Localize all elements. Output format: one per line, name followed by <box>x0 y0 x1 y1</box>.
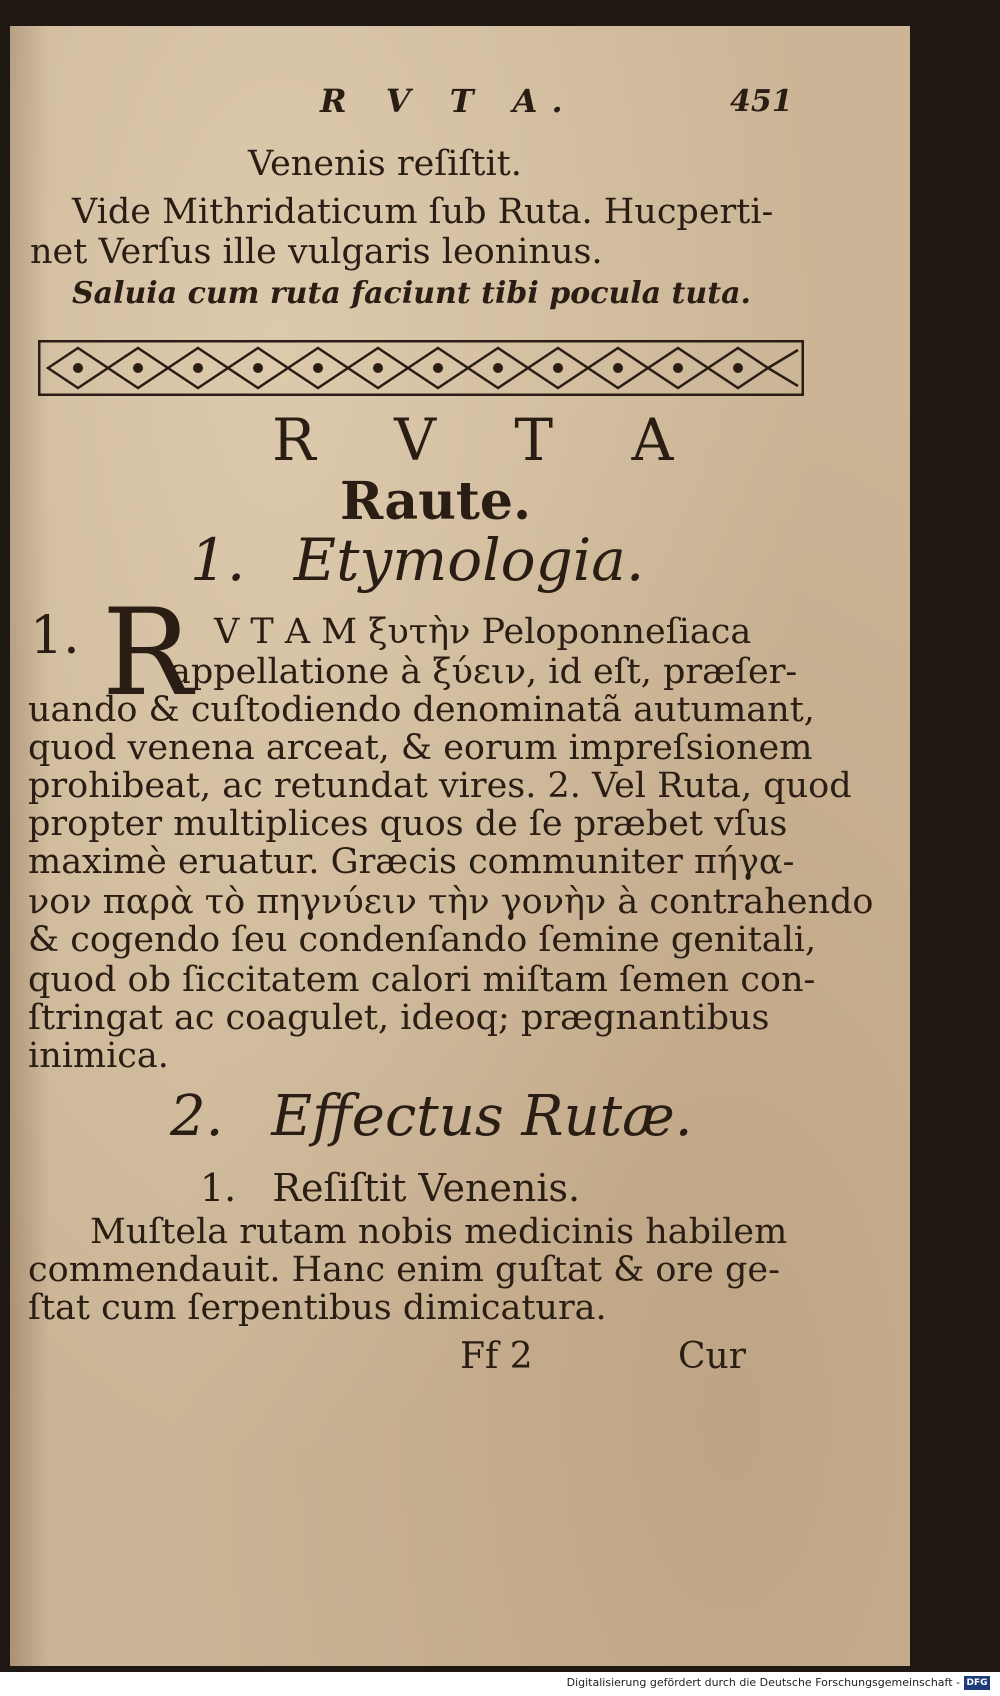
section-title: Etymologia. <box>293 526 645 594</box>
section-heading-etymologia <box>190 526 644 594</box>
chapter-title: R V T A <box>272 406 704 474</box>
section-title: Effectus Rutæ. <box>271 1084 693 1149</box>
text-line: ſtringat ac coagulet, ideoq; prægnantibus <box>28 998 770 1038</box>
text-line: appellatione à ξύειν, id eſt, præſer- <box>170 652 798 692</box>
signature-mark: Ff 2 <box>460 1336 533 1377</box>
verse-line: Saluia cum ruta faciunt tibi pocula tuta. <box>72 276 751 311</box>
chapter-subtitle: Raute. <box>340 471 532 532</box>
text-line: Vide Mithridaticum ſub Ruta. Hucperti- <box>72 192 774 232</box>
text-line: inimica. <box>28 1036 169 1076</box>
section-number: 1. <box>190 526 246 594</box>
text-line: & cogendo ſeu condenſando ſemine genitali, <box>28 920 817 960</box>
subsection-number: 1. <box>200 1166 237 1210</box>
text-line: uando & cuſtodiendo denominatã autumant, <box>28 690 815 730</box>
dfg-logo: DFG <box>964 1676 990 1690</box>
text-line: Muſtela rutam nobis medicinis habilem <box>90 1212 788 1252</box>
section-heading-effectus <box>170 1084 693 1149</box>
text-line: propter multiplices quos de ſe præbet vſus <box>28 804 788 844</box>
top-heading: Venenis reſiſtit. <box>248 144 522 184</box>
dropcap-letter: R <box>102 584 193 723</box>
text-line: νον παρὰ τὸ πηγνύειν τὴν γονὴν à contrahendo <box>28 882 874 922</box>
text-line: quod ob ſiccitatem calori miſtam ſemen con- <box>28 960 816 1000</box>
text-line: quod venena arceat, & eorum impreſsionem <box>28 728 813 768</box>
digitization-footer <box>0 1672 1000 1696</box>
dropcap-number: 1. <box>30 606 80 666</box>
running-title: R V T A. <box>320 82 577 120</box>
section-number: 2. <box>170 1084 224 1149</box>
page-number: 451 <box>730 84 793 119</box>
subsection-heading <box>200 1166 580 1210</box>
text-line: net Verſus ille vulgaris leoninus. <box>30 232 603 272</box>
subsection-title: Reſiſtit Venenis. <box>272 1166 581 1210</box>
text-line: maximè eruatur. Græcis communiter πήγα- <box>28 842 795 882</box>
text-line: V T A M ξυτὴν Peloponneſiaca <box>214 612 752 652</box>
text-line: prohibeat, ac retundat vires. 2. Vel Ruta, quod <box>28 766 852 806</box>
catchword: Cur <box>678 1336 746 1377</box>
decorative-border <box>38 340 804 396</box>
text-line: ſtat cum ſerpentibus dimicatura. <box>28 1288 607 1328</box>
footer-credit: Digitalisierung gefördert durch die Deutsche Forschungsgemeinschaft - <box>566 1676 960 1689</box>
text-line: commendauit. Hanc enim guſtat & ore ge- <box>28 1250 780 1290</box>
book-page <box>10 26 910 1666</box>
